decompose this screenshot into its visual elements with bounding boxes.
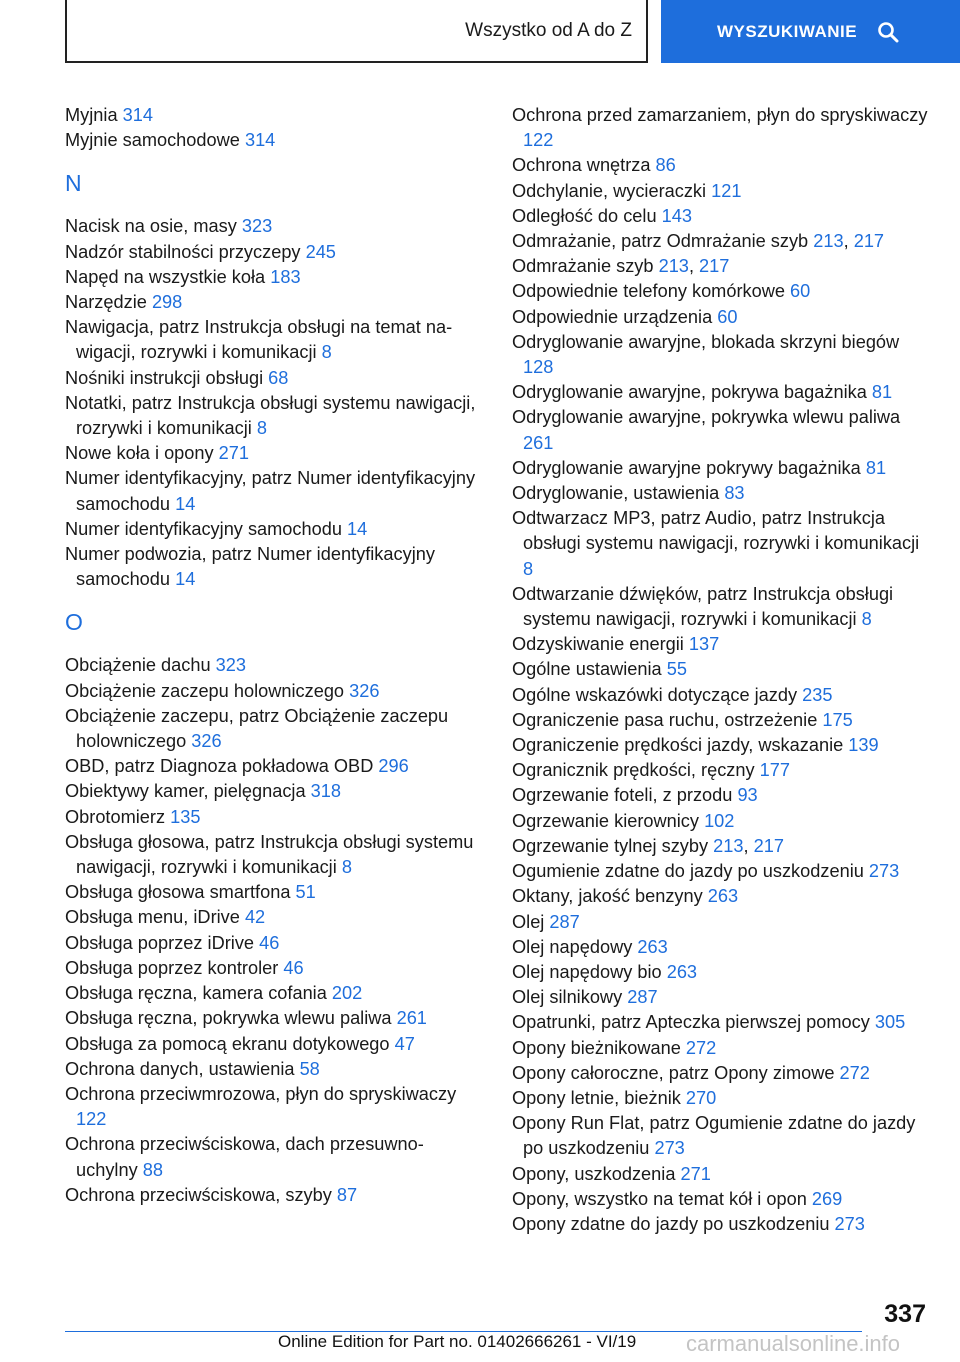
page-link[interactable]: 42 bbox=[244, 907, 266, 928]
page-link[interactable]: 261 bbox=[396, 1008, 427, 1029]
index-entry-text: Obiektywy kamer, pielęgnacja bbox=[65, 781, 311, 802]
page-link[interactable]: 273 bbox=[654, 1138, 685, 1159]
page-link[interactable]: 305 bbox=[874, 1012, 906, 1033]
index-entry-text: Ochrona przeciwściskowa, szyby bbox=[65, 1184, 337, 1205]
page-link[interactable]: 272 bbox=[685, 1037, 717, 1058]
index-entry bbox=[512, 330, 932, 380]
page-link[interactable]: 102 bbox=[704, 810, 735, 831]
index-entry-text: Ogrzewanie tylnej szyby bbox=[512, 835, 714, 856]
index-entry bbox=[512, 305, 932, 330]
index-entry: Odmrażanie szyb 213, 217 bbox=[512, 256, 730, 277]
index-entry-text: Olej napędowy bbox=[512, 936, 638, 957]
index-entry-text: OBD, patrz Diagnoza pokładowa OBD bbox=[65, 756, 379, 777]
index-entry bbox=[512, 657, 932, 682]
page-link[interactable]: 269 bbox=[811, 1188, 843, 1209]
index-entry bbox=[512, 1187, 932, 1212]
tab-all-a-to-z[interactable] bbox=[65, 0, 648, 63]
index-entry-text: Obciążenie dachu bbox=[65, 655, 216, 676]
index-entry bbox=[65, 214, 485, 239]
index-entry bbox=[65, 1057, 485, 1082]
page-link[interactable]: 298 bbox=[151, 292, 183, 313]
index-entry: Ogrzewanie tylnej szyby 213, 217 bbox=[512, 835, 784, 856]
index-entry bbox=[512, 960, 932, 985]
index-entry-text: Odmrażanie szyb bbox=[512, 256, 659, 277]
index-entry bbox=[512, 179, 932, 204]
page-link[interactable]: 273 bbox=[868, 861, 900, 882]
index-entry-text: Olej napędowy bio bbox=[512, 961, 667, 982]
index-entry bbox=[65, 931, 485, 956]
page-link[interactable]: 14 bbox=[175, 493, 196, 514]
index-entry bbox=[65, 805, 485, 830]
page-link[interactable]: 86 bbox=[655, 155, 676, 176]
page-link[interactable]: 235 bbox=[802, 684, 833, 705]
index-entry bbox=[65, 679, 485, 704]
index-entry-text: Odryglowanie awaryjne, blokada skrzyni biegów bbox=[512, 331, 900, 352]
watermark: carmanualsonline.info bbox=[686, 1331, 901, 1356]
page-link[interactable]: 14 bbox=[175, 569, 196, 590]
index-entry bbox=[512, 683, 932, 708]
index-entry-text: Numer identyfikacyjny, patrz Numer identyfikacyjny samochodu bbox=[65, 468, 476, 514]
page-link[interactable]: 46 bbox=[259, 932, 280, 953]
index-entry bbox=[65, 830, 485, 880]
index-entry bbox=[512, 1111, 932, 1161]
page-link[interactable]: 270 bbox=[685, 1087, 717, 1108]
index-entry-text: Ogólne wskazówki dotyczące jazdy bbox=[512, 684, 803, 705]
index-entry-text: Narzędzie bbox=[65, 292, 152, 313]
index-entry-text: Ochrona przeciwściskowa, dach przesuwno-uchylny bbox=[65, 1134, 424, 1180]
index-entry-text: Ogrzewanie foteli, z przodu bbox=[512, 785, 738, 806]
index-entry-text: Opony, wszystko na temat kół i opon bbox=[512, 1188, 812, 1209]
search-button-label: WYSZUKIWANIE bbox=[717, 21, 858, 41]
index-entry-text: Myjnia bbox=[65, 105, 123, 125]
index-entry-text: Nośniki instrukcji obsługi bbox=[65, 367, 269, 388]
index-entry bbox=[512, 758, 932, 783]
index-entry bbox=[512, 733, 932, 758]
page-link[interactable]: 8 bbox=[861, 609, 872, 630]
index-entry-text: Nadzór stabilności przyczepy bbox=[65, 241, 306, 262]
page-link[interactable]: 314 bbox=[122, 105, 153, 125]
index-entry-text: Nacisk na osie, masy bbox=[65, 216, 242, 237]
index-entry-text: Odpowiednie urządzenia bbox=[512, 306, 718, 327]
page-link[interactable]: 122 bbox=[76, 1109, 107, 1130]
index-entry-text: Opony letnie, bieżnik bbox=[512, 1087, 686, 1108]
page-link[interactable]: 8 bbox=[256, 418, 268, 439]
index-entry-text: Ograniczenie prędkości jazdy, wskazanie bbox=[512, 735, 849, 756]
index-entry bbox=[65, 517, 485, 542]
page-link[interactable]: 272 bbox=[839, 1062, 870, 1083]
page-link[interactable]: 83 bbox=[724, 483, 745, 504]
page-link[interactable]: 8 bbox=[523, 558, 534, 579]
index-entry-text: Obsługa ręczna, pokrywka wlewu paliwa bbox=[65, 1008, 397, 1029]
page-link[interactable]: 326 bbox=[349, 680, 380, 701]
index-entry bbox=[65, 315, 485, 365]
index-entry bbox=[65, 779, 485, 804]
index-entry-text: Obciążenie zaczepu, patrz Obciążenie zaczepu holowniczego bbox=[65, 705, 449, 752]
index-entry bbox=[512, 884, 932, 909]
index-entry bbox=[512, 380, 932, 405]
page-link[interactable]: 139 bbox=[848, 735, 879, 756]
page-link[interactable]: 213 bbox=[813, 231, 844, 252]
page-link[interactable]: 14 bbox=[347, 518, 368, 539]
edition-footer: Online Edition for Part no. 01402666261 - VI/19 bbox=[278, 1332, 637, 1351]
index-entry-text: Odległość do celu bbox=[512, 205, 662, 226]
page-link[interactable]: 93 bbox=[737, 785, 758, 806]
page-link[interactable]: 318 bbox=[310, 781, 342, 802]
page-link[interactable]: 323 bbox=[241, 216, 273, 237]
index-entry bbox=[512, 279, 932, 304]
index-entry-text: Obsługa menu, iDrive bbox=[65, 907, 245, 928]
index-entry-text: Obsługa ręczna, kamera cofania bbox=[65, 983, 332, 1004]
page-link[interactable]: 60 bbox=[790, 281, 811, 302]
index-entry-text: Ochrona wnętrza bbox=[512, 155, 656, 176]
index-column-left bbox=[65, 103, 485, 1208]
page-link[interactable]: 143 bbox=[661, 205, 692, 226]
page-link[interactable]: 55 bbox=[666, 659, 687, 680]
page-link[interactable]: 121 bbox=[711, 180, 742, 201]
index-entry-text: Obsługa poprzez kontroler bbox=[65, 957, 284, 978]
index-entry-text: Ograniczenie pasa ruchu, ostrzeżenie bbox=[512, 709, 823, 730]
page-link[interactable]: 263 bbox=[707, 886, 739, 907]
index-entry bbox=[512, 1036, 932, 1061]
index-entry bbox=[512, 481, 932, 506]
page-link[interactable]: 8 bbox=[321, 342, 332, 363]
page-link[interactable]: 202 bbox=[331, 983, 363, 1004]
page-link[interactable]: 47 bbox=[394, 1033, 415, 1054]
page-link[interactable]: 273 bbox=[834, 1213, 865, 1234]
index-entry-text: Opony, uszkodzenia bbox=[512, 1163, 681, 1184]
index-entry-text: Obciążenie zaczepu holowniczego bbox=[65, 680, 350, 701]
page-link[interactable]: 51 bbox=[295, 882, 316, 903]
page-link[interactable]: 46 bbox=[283, 957, 304, 978]
index-entry-text: Opony bieżnikowane bbox=[512, 1037, 686, 1058]
index-entry bbox=[512, 935, 932, 960]
index-entry-text: Odchylanie, wycieraczki bbox=[512, 180, 712, 201]
index-entry bbox=[512, 1212, 932, 1237]
index-entry bbox=[512, 103, 932, 153]
page-link[interactable]: 271 bbox=[680, 1163, 711, 1184]
page-link[interactable]: 8 bbox=[341, 857, 352, 878]
index-entry-text: Ogumienie zdatne do jazdy po uszkodzeniu bbox=[512, 861, 869, 882]
index-entry bbox=[65, 1032, 485, 1057]
page-link[interactable]: 314 bbox=[244, 130, 276, 151]
index-entry-text: Ochrona przed zamarzaniem, płyn do spryskiwaczy bbox=[512, 105, 928, 125]
index-entry-text: Nawigacja, patrz Instrukcja obsługi na temat nawigacji, rozrywki i komunikacji bbox=[65, 317, 453, 363]
search-icon bbox=[877, 21, 899, 43]
page-link[interactable]: 213 bbox=[658, 256, 689, 277]
index-entry-text: Olej bbox=[512, 911, 550, 932]
page-link[interactable]: 263 bbox=[666, 961, 698, 982]
index-section-letter: O bbox=[65, 609, 83, 636]
page-link[interactable]: 135 bbox=[170, 806, 201, 827]
index-entry-text: Odryglowanie awaryjne, pokrywka wlewu paliwa bbox=[512, 407, 901, 428]
index-entry-text: Odryglowanie awaryjne pokrywy bagażnika bbox=[512, 457, 866, 478]
page-link[interactable]: 271 bbox=[218, 443, 250, 464]
index-entry-text: Obsługa poprzez iDrive bbox=[65, 932, 260, 953]
index-entry bbox=[65, 290, 485, 315]
page-link[interactable]: 213 bbox=[713, 835, 744, 856]
index-entry bbox=[65, 754, 485, 779]
page-link[interactable]: 296 bbox=[378, 756, 409, 777]
index-entry bbox=[512, 1162, 932, 1187]
page-link[interactable]: 287 bbox=[627, 987, 658, 1008]
index-entry bbox=[512, 204, 932, 229]
index-entry bbox=[512, 405, 932, 455]
index-entry-text: Obsługa za pomocą ekranu dotykowego bbox=[65, 1033, 395, 1054]
index-entry-text: Opony Run Flat, patrz Ogumienie zdatne do jazdy po uszkodzeniu bbox=[512, 1113, 916, 1159]
index-entry bbox=[65, 466, 485, 516]
index-entry-text: Myjnie samochodowe bbox=[65, 130, 245, 151]
index-entry bbox=[512, 456, 932, 481]
index-entry-text: Numer identyfikacyjny samochodu bbox=[65, 518, 348, 539]
index-entry bbox=[512, 708, 932, 733]
index-entry bbox=[512, 1010, 932, 1035]
index-entry bbox=[65, 981, 485, 1006]
page-link[interactable]: 88 bbox=[142, 1159, 163, 1180]
page-link[interactable]: 68 bbox=[268, 367, 289, 388]
page-link[interactable]: 183 bbox=[270, 266, 301, 287]
page-link[interactable]: 217 bbox=[853, 231, 885, 252]
page-link[interactable]: 60 bbox=[717, 306, 738, 327]
index-entry bbox=[512, 985, 932, 1010]
index-entry bbox=[512, 506, 932, 582]
index-entry-text: Odmrażanie, patrz Odmrażanie szyb bbox=[512, 231, 814, 252]
index-entry bbox=[65, 441, 485, 466]
index-entry bbox=[65, 653, 485, 678]
index-entry bbox=[65, 240, 485, 265]
index-entry bbox=[65, 905, 485, 930]
page-link[interactable]: 287 bbox=[549, 911, 580, 932]
page-link[interactable]: 137 bbox=[688, 634, 720, 655]
index-entry-text: Ogranicznik prędkości, ręczny bbox=[512, 760, 760, 781]
index-entry bbox=[512, 859, 932, 884]
index-entry-text: Nowe koła i opony bbox=[65, 443, 219, 464]
index-entry bbox=[512, 582, 932, 632]
index-entry bbox=[65, 103, 485, 128]
index-entry-text: Obsługa głosowa, patrz Instrukcja obsługi systemu nawigacji, rozrywki i komunikacji bbox=[65, 831, 474, 878]
page-link[interactable]: 122 bbox=[523, 130, 554, 151]
index-entry: Odmrażanie, patrz Odmrażanie szyb 213, 217 bbox=[512, 231, 885, 252]
page-link[interactable]: 58 bbox=[299, 1058, 320, 1079]
page-link[interactable]: 326 bbox=[191, 731, 222, 752]
search-button[interactable] bbox=[661, 0, 960, 63]
index-column-right bbox=[512, 103, 932, 1237]
index-entry bbox=[512, 783, 932, 808]
index-entry bbox=[512, 153, 932, 178]
index-entry bbox=[65, 542, 485, 592]
index-entry bbox=[65, 391, 485, 441]
page-link[interactable]: 87 bbox=[336, 1184, 358, 1205]
index-entry bbox=[512, 910, 932, 935]
page-link[interactable]: 81 bbox=[871, 382, 893, 403]
tab-all-a-to-z-label: Wszystko od A do Z bbox=[465, 19, 632, 41]
page-link[interactable]: 217 bbox=[699, 256, 730, 277]
index-entry-text: Ogólne ustawienia bbox=[512, 659, 667, 680]
index-entry-text: Obsługa głosowa smartfona bbox=[65, 882, 296, 903]
index-entry-text: Ogrzewanie kierownicy bbox=[512, 810, 705, 831]
index-entry bbox=[512, 1061, 932, 1086]
index-entry-text: Odryglowanie, ustawienia bbox=[512, 483, 725, 504]
index-entry-text: Notatki, patrz Instrukcja obsługi systemu nawigacji, rozrywki i komunikacji bbox=[65, 392, 476, 439]
index-entry-text: Obrotomierz bbox=[65, 806, 171, 827]
page-link[interactable]: 245 bbox=[305, 241, 336, 262]
index-entry-text: Numer podwozia, patrz Numer identyfikacyjny samochodu bbox=[65, 544, 435, 590]
page-number: 337 bbox=[884, 1300, 926, 1328]
index-entry bbox=[65, 956, 485, 981]
page-link[interactable]: 177 bbox=[759, 760, 791, 781]
index-entry-text: Opony całoroczne, patrz Opony zimowe bbox=[512, 1062, 840, 1083]
page-link[interactable]: 128 bbox=[523, 357, 554, 378]
page-link[interactable]: 217 bbox=[753, 835, 784, 856]
index-entry-text: Ochrona danych, ustawienia bbox=[65, 1058, 300, 1079]
index-entry-text: Odryglowanie awaryjne, pokrywa bagażnika bbox=[512, 382, 872, 403]
index-entry bbox=[512, 632, 932, 657]
page-link[interactable]: 81 bbox=[865, 457, 887, 478]
index-entry bbox=[65, 1006, 485, 1031]
index-entry bbox=[65, 1183, 485, 1208]
index-entry bbox=[65, 265, 485, 290]
index-entry bbox=[65, 366, 485, 391]
index-entry-text: Odzyskiwanie energii bbox=[512, 634, 689, 655]
index-entry-text: Oktany, jakość benzyny bbox=[512, 886, 708, 907]
page-link[interactable]: 263 bbox=[637, 936, 668, 957]
index-entry bbox=[65, 1132, 485, 1182]
index-entry-text: Opony zdatne do jazdy po uszkodzeniu bbox=[512, 1213, 835, 1234]
index-entry-text: Olej silnikowy bbox=[512, 987, 628, 1008]
index-entry-text: Odpowiednie telefony komórkowe bbox=[512, 281, 791, 302]
page-link[interactable]: 323 bbox=[215, 655, 247, 676]
index-entry-text: Odtwarzanie dźwięków, patrz Instrukcja obsługi systemu nawigacji, rozrywki i komunikacji bbox=[512, 583, 894, 630]
index-entry-text: Ochrona przeciwmrozowa, płyn do spryskiwaczy bbox=[65, 1083, 457, 1104]
index-entry-text: Opatrunki, patrz Apteczka pierwszej pomocy bbox=[512, 1012, 875, 1033]
index-entry bbox=[512, 809, 932, 834]
index-section-letter: N bbox=[65, 170, 82, 197]
index-entry-text: Odtwarzacz MP3, patrz Audio, patrz Instrukcja obsługi systemu nawigacji, rozrywki i komunikacji bbox=[512, 508, 920, 554]
index-entry bbox=[65, 1082, 485, 1132]
index-entry bbox=[65, 880, 485, 905]
index-entry bbox=[65, 704, 485, 754]
index-entry bbox=[65, 128, 485, 153]
page-link[interactable]: 175 bbox=[822, 709, 853, 730]
index-entry-text: Napęd na wszystkie koła bbox=[65, 266, 271, 287]
index-entry bbox=[512, 1086, 932, 1111]
page-link[interactable]: 261 bbox=[523, 432, 554, 453]
